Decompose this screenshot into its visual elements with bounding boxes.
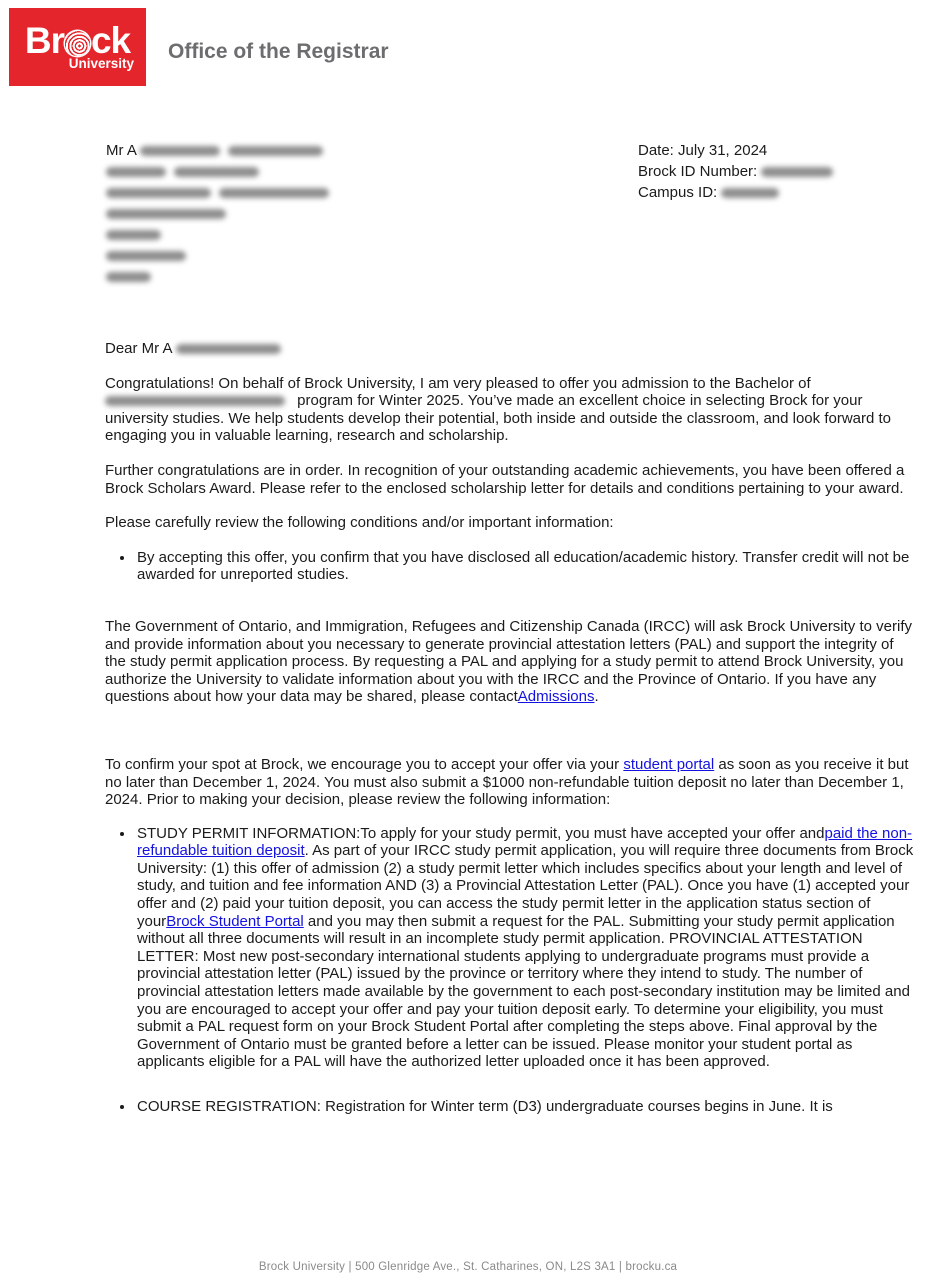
p1-text-b: program for Winter 2025. You’ve made an excellent choice in selecting Brock for your university studies. We help students develop their potential, both inside and outside the classroom, and look forward to engaging you in valuable learning, research and scholarship.	[105, 392, 892, 445]
condition-item-disclosure: • By accepting this offer, you confirm that you have disclosed all education/academic history. Transfer credit will not be awarded for unreported studies.	[135, 549, 918, 584]
tuition-deposit-link[interactable]: paid the non-refundable tuition deposit	[137, 824, 913, 860]
address-line	[106, 161, 329, 182]
information-list	[105, 825, 918, 1116]
letter-meta-block	[638, 140, 833, 203]
wordmark-part1: Br	[24, 20, 64, 61]
p5-text-b: as soon as you receive it but no later than December 1, 2024. You must also submit a $1000 non-refundable tuition deposit no later than December 1, 2024. Prior to making your decision, please review the following information:	[105, 755, 909, 809]
fingerprint-o-icon	[65, 31, 90, 56]
paragraph-confirm-spot	[105, 756, 918, 809]
greeting-prefix: Dear Mr A	[105, 340, 172, 357]
address-line	[106, 266, 329, 287]
recipient-address-block	[106, 140, 329, 287]
recipient-salutation-prefix: Mr A	[106, 142, 137, 159]
p4-text-a: The Government of Ontario, and Immigration, Refugees and Citizenship Canada (IRCC) will ask Brock University to verify and provide information about you necessary to generate provincial attestation letters (PAL) and support the integrity of the study permit application process. By requesting a PAL and applying for a study permit to attend Brock University, you authorize the University to validate information about you with the IRCC and the Province of Ontario. If you have any questions about how your data may be shared, please contact	[105, 617, 912, 706]
paragraph-review-conditions: Please carefully review the following conditions and/or important information:	[105, 514, 614, 532]
date-line	[638, 140, 833, 161]
course-registration-item: • COURSE REGISTRATION: Registration for Winter term (D3) undergraduate courses begins in June. It is	[135, 1098, 918, 1116]
redacted-text	[106, 188, 211, 198]
brock-id-label: Brock ID Number:	[638, 163, 758, 180]
date-value: July 31, 2024	[678, 142, 768, 159]
date-label: Date:	[638, 142, 674, 159]
page-footer: Brock University | 500 Glenridge Ave., St. Catharines, ON, L2S 3A1 | brocku.ca	[258, 1261, 678, 1273]
study-permit-text-b: . As part of your IRCC study permit application, you will require three documents from Brock University: (1) this offer of admission (2) a study permit letter which includes specifics about your length and level of study, and tuition and fee information AND (3) a Provincial Attestation Letter (PAL). Once you have (1) accepted your offer and (2) paid your tuition deposit, you can access the study permit letter in the application status section of your	[137, 842, 914, 930]
paragraph-pal-consent	[105, 618, 918, 706]
study-permit-text-c: and you may then submit a request for the PAL. Submitting your study permit application without all three documents will result in an incomplete study permit application. PROVINCIAL ATTESTATION LETTER: Most new post-secondary international students applying to undergraduate programs must provide a provincial attestation letter (PAL) issued by the province or territory where they intend to study. The number of provincial attestation letters made available by the government to each post-secondary institution may be limited and you are encouraged to accept your offer and pay your tuition deposit early. To determine your eligibility, you must submit a PAL request form on your Brock Student Portal after completing the steps above. Final approval by the Government of Ontario must be granted before a letter can be issued. Please monitor your student portal as applicants eligible for a PAL will have the authorized letter uploaded once it has been approved.	[137, 912, 910, 1071]
brock-student-portal-link[interactable]: Brock Student Portal	[166, 912, 304, 930]
campus-id-label: Campus ID:	[638, 184, 718, 201]
redacted-text	[106, 209, 226, 219]
brock-logo	[9, 8, 146, 86]
campus-id-line	[638, 182, 833, 203]
redacted-text	[106, 230, 161, 240]
study-permit-item	[135, 825, 918, 1071]
p5-text-a: To confirm your spot at Brock, we encourage you to accept your offer via your	[105, 755, 624, 773]
p1-text-a: Congratulations! On behalf of Brock University, I am very pleased to offer you admission to the Bachelor of	[105, 374, 811, 392]
brock-id-line	[638, 161, 833, 182]
redacted-text	[219, 188, 329, 198]
admissions-link[interactable]: Admissions	[517, 688, 595, 706]
redacted-text	[106, 272, 151, 282]
redacted-campus-id	[721, 188, 779, 198]
brock-wordmark	[24, 20, 131, 61]
conditions-list	[105, 549, 918, 584]
p4-text-b: .	[594, 688, 599, 706]
redacted-text	[174, 167, 259, 177]
redacted-text	[228, 146, 323, 156]
greeting	[105, 340, 918, 358]
redacted-text	[106, 167, 166, 177]
redacted-brock-id	[761, 167, 833, 177]
student-portal-link[interactable]: student portal	[623, 755, 715, 773]
office-title: Office of the Registrar	[168, 40, 389, 63]
address-line	[106, 203, 329, 224]
redacted-name	[176, 344, 281, 354]
letter-body	[105, 340, 918, 1116]
address-line	[106, 182, 329, 203]
address-line	[106, 140, 329, 161]
redacted-program-name	[105, 396, 285, 406]
study-permit-text-a: STUDY PERMIT INFORMATION:To apply for your study permit, you must have accepted your offer and	[137, 824, 825, 842]
address-line	[106, 224, 329, 245]
redacted-text	[140, 146, 220, 156]
wordmark-part2: ck	[90, 20, 131, 61]
wordmark-university: University	[68, 56, 134, 71]
redacted-text	[106, 251, 186, 261]
paragraph-congratulations	[105, 375, 918, 445]
paragraph-scholars-award: Further congratulations are in order. In recognition of your outstanding academic achievements, you have been offered a Brock Scholars Award. Please refer to the enclosed scholarship letter for details and conditions pertaining to your award.	[105, 461, 905, 497]
address-line	[106, 245, 329, 266]
